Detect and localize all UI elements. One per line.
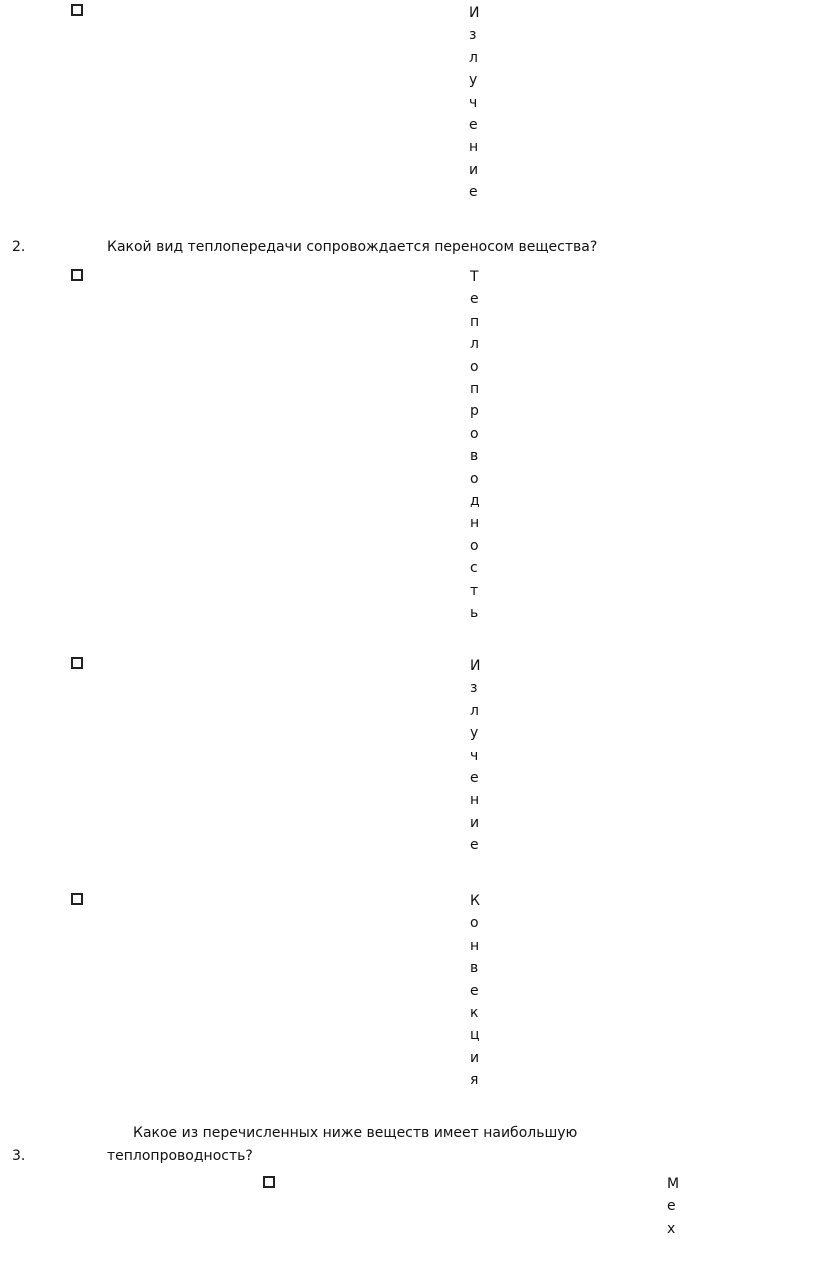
option-letter: х <box>667 1220 676 1237</box>
option-letter: е <box>469 117 478 134</box>
option-letter: в <box>470 960 479 977</box>
option-letter: п <box>470 381 480 398</box>
option-letter: ц <box>470 1027 480 1044</box>
option-letter: в <box>470 448 479 465</box>
option-letter: и <box>469 161 479 178</box>
option-checkbox-icon[interactable] <box>71 657 83 669</box>
option-letter: я <box>470 1072 479 1089</box>
option-letter: д <box>470 493 480 510</box>
option-letter: М <box>667 1176 680 1192</box>
option-letter: И <box>470 658 481 674</box>
option-letter: о <box>470 915 479 932</box>
option-letter: з <box>469 27 477 44</box>
option-letter: е <box>470 837 479 854</box>
option-letter: ч <box>469 94 478 111</box>
q2-option-izluchenie <box>470 655 480 857</box>
option-letter: у <box>469 72 478 89</box>
option-letter: е <box>667 1198 676 1215</box>
option-letter: у <box>470 725 479 742</box>
option-letter: е <box>469 184 478 201</box>
question-text-line1: Какое из перечисленных ниже веществ имеет наибольшую <box>133 1125 578 1141</box>
option-letter: е <box>470 291 479 308</box>
option-letter: о <box>470 425 479 442</box>
q3-option-meh <box>667 1173 679 1240</box>
option-letter: т <box>470 582 479 599</box>
option-letter: и <box>470 814 480 831</box>
question-number: 2. <box>12 239 26 255</box>
option-letter: л <box>470 702 479 719</box>
option-letter: н <box>470 937 480 954</box>
option-letter: е <box>470 982 479 999</box>
question-text-line2: теплопроводность? <box>107 1148 253 1164</box>
option-letter: Т <box>470 269 479 285</box>
option-letter: о <box>470 358 479 375</box>
option-letter: е <box>470 770 479 787</box>
option-letter: н <box>470 515 480 532</box>
option-letter: л <box>470 336 479 353</box>
option-letter: ь <box>470 605 479 622</box>
option-letter: и <box>470 1049 480 1066</box>
option-letter: н <box>470 792 480 809</box>
q1-option-izluchenie <box>469 2 479 204</box>
option-letter: к <box>470 1005 479 1022</box>
question-text: Какой вид теплопередачи сопровождается переносом вещества? <box>107 239 598 255</box>
q2-option-konvekciya <box>470 890 480 1092</box>
q2-option-teploprovodnost <box>470 266 480 625</box>
option-letter: п <box>470 313 480 330</box>
option-checkbox-icon[interactable] <box>263 1176 275 1188</box>
option-letter: л <box>469 49 478 66</box>
option-letter: з <box>470 680 478 697</box>
option-letter: ч <box>470 747 479 764</box>
option-checkbox-icon[interactable] <box>71 893 83 905</box>
option-letter: И <box>469 5 480 21</box>
option-letter: о <box>470 537 479 554</box>
option-checkbox-icon[interactable] <box>71 4 83 16</box>
option-checkbox-icon[interactable] <box>71 269 83 281</box>
question-number: 3. <box>12 1148 26 1164</box>
option-letter: н <box>469 139 479 156</box>
option-letter: р <box>470 403 479 420</box>
option-letter: К <box>470 893 480 909</box>
option-letter: о <box>470 470 479 487</box>
option-letter: с <box>470 560 478 577</box>
